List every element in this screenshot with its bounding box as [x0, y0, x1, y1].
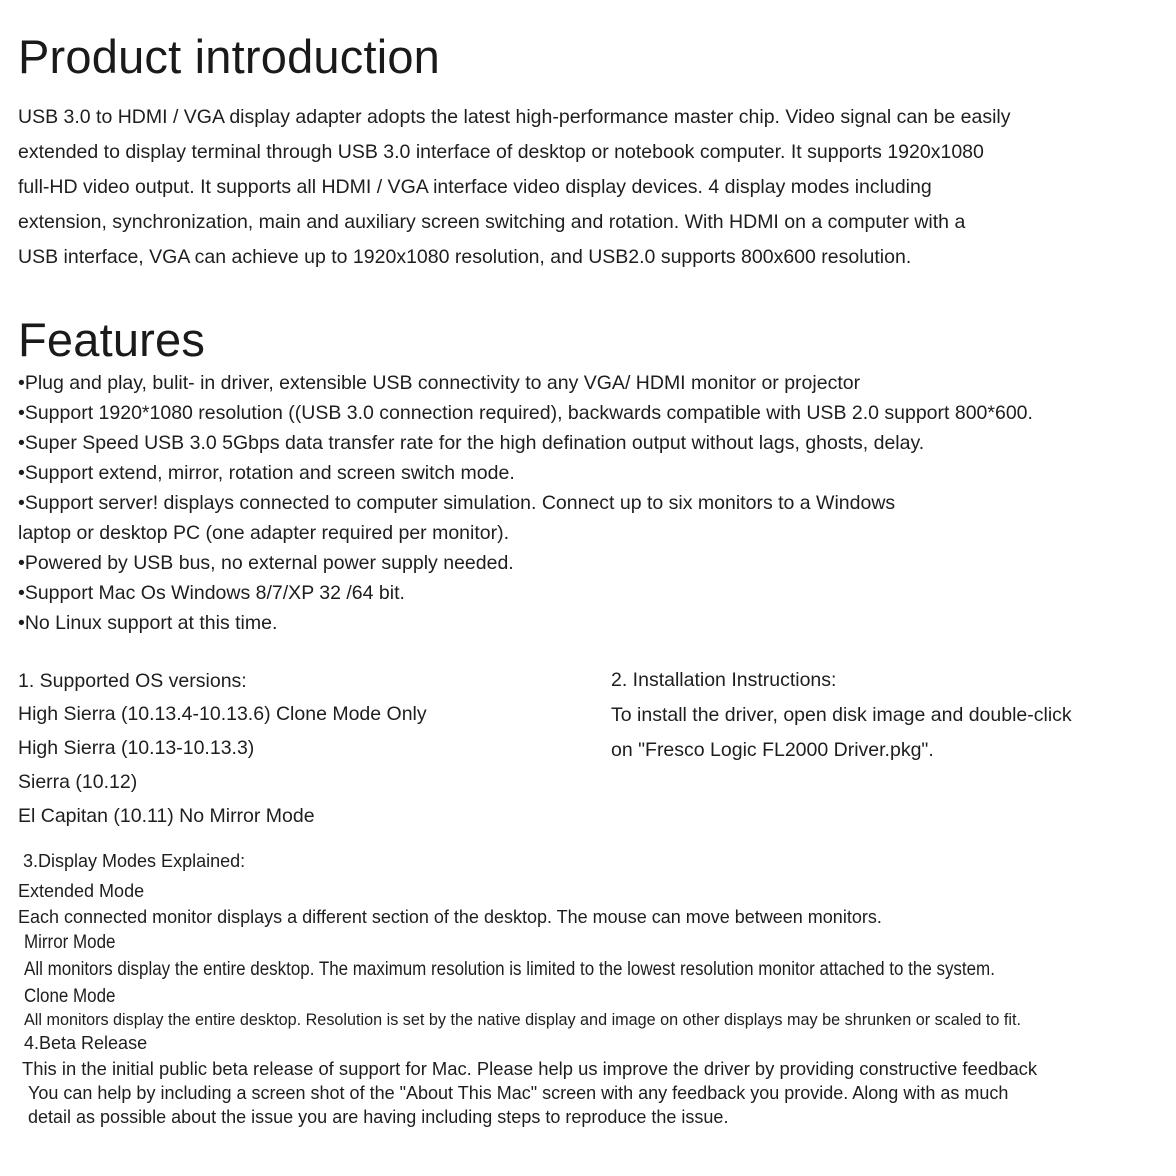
feature-item: •Powered by USB bus, no external power supply needed. — [18, 552, 514, 574]
feature-item: •Plug and play, bulit- in driver, extensible USB connectivity to any VGA/ HDMI monitor or projector — [18, 372, 861, 394]
install-title: 2. Installation Instructions: — [611, 669, 837, 691]
beta-line: You can help by including a screen shot of the "About This Mac" screen with any feedback you provide. Along with as much — [28, 1083, 1009, 1103]
intro-line: USB interface, VGA can achieve up to 1920x1080 resolution, and USB2.0 supports 800x600 resolution. — [18, 246, 912, 268]
mirror-mode-text: All monitors display the entire desktop. The maximum resolution is limited to the lowest resolution monitor attached to the system. — [24, 958, 995, 980]
beta-line: This in the initial public beta release of support for Mac. Please help us improve the driver by providing constructive feedback — [22, 1058, 1038, 1079]
feature-item: •Support Mac Os Windows 8/7/XP 32 /64 bit. — [18, 582, 405, 604]
os-version-item: El Capitan (10.11) No Mirror Mode — [18, 805, 315, 827]
clone-mode-text: All monitors display the entire desktop. Resolution is set by the native display and image on other displays may be shrunken or scaled to fit. — [24, 1011, 1021, 1029]
feature-item: •Support server! displays connected to computer simulation. Connect up to six monitors to a Windows — [18, 492, 896, 514]
feature-item: •Support extend, mirror, rotation and screen switch mode. — [18, 462, 515, 484]
modes-title: 3.Display Modes Explained: — [23, 851, 246, 871]
os-versions-title: 1. Supported OS versions: — [18, 670, 247, 692]
intro-line: extension, synchronization, main and auxiliary screen switching and rotation. With HDMI on a computer with a — [18, 211, 966, 233]
feature-item: •Super Speed USB 3.0 5Gbps data transfer rate for the high defination output without lags, ghosts, delay. — [18, 432, 925, 454]
intro-line: extended to display terminal through USB 3.0 interface of desktop or notebook computer. It supports 1920x1080 — [18, 141, 984, 163]
intro-line: full-HD video output. It supports all HDMI / VGA interface video display devices. 4 display modes including — [18, 176, 932, 198]
feature-item: •No Linux support at this time. — [18, 612, 278, 634]
beta-title: 4.Beta Release — [24, 1033, 148, 1053]
install-line: To install the driver, open disk image and double-click — [611, 704, 1072, 726]
beta-line: detail as possible about the issue you are having including steps to reproduce the issue. — [28, 1107, 729, 1127]
install-line: on "Fresco Logic FL2000 Driver.pkg". — [611, 739, 934, 761]
feature-item: •Support 1920*1080 resolution ((USB 3.0 connection required), backwards compatible with USB 2.0 support 800*600. — [18, 402, 1033, 424]
features-heading: Features — [18, 313, 206, 366]
os-version-item: High Sierra (10.13.4-10.13.6) Clone Mode Only — [18, 703, 427, 725]
mirror-mode-title: Mirror Mode — [24, 931, 116, 953]
os-version-item: High Sierra (10.13-10.13.3) — [18, 737, 255, 759]
feature-item: laptop or desktop PC (one adapter required per monitor). — [18, 522, 510, 544]
extended-mode-text: Each connected monitor displays a different section of the desktop. The mouse can move between monitors. — [18, 907, 882, 927]
clone-mode-title: Clone Mode — [24, 985, 116, 1007]
intro-heading: Product introduction — [18, 30, 441, 83]
extended-mode-title: Extended Mode — [18, 881, 145, 901]
intro-line: USB 3.0 to HDMI / VGA display adapter adopts the latest high-performance master chip. Video signal can be easily — [18, 106, 1011, 128]
os-version-item: Sierra (10.12) — [18, 771, 138, 793]
